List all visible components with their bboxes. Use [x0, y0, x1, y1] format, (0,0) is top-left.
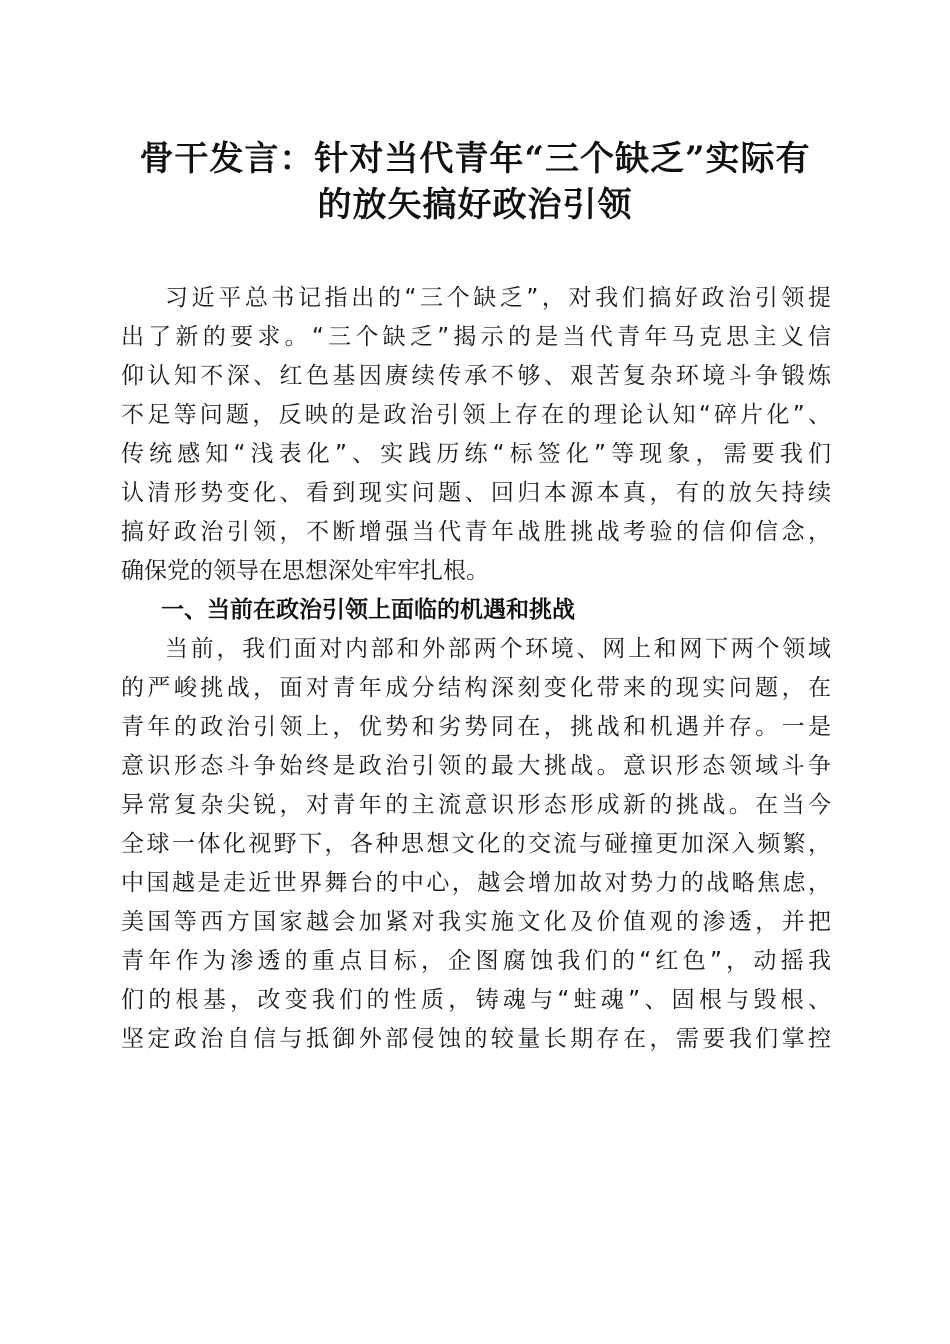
text-line: 传统感知“浅表化”、实践历练“标签化”等现象，需要我们: [121, 441, 831, 467]
text-line: 们的根基，改变我们的性质，铸魂与“蛀魂”、固根与毁根、: [121, 987, 831, 1013]
text-line: 青年作为渗透的重点目标，企图腐蚀我们的“红色”，动摇我: [121, 948, 831, 974]
paragraph-section-1: [121, 630, 831, 1059]
text-line: 坚定政治自信与抵御外部侵蚀的较量长期存在，需要我们掌控: [121, 1026, 831, 1052]
text-line: 仰认知不深、红色基因赓续传承不够、艰苦复杂环境斗争锻炼: [121, 363, 831, 389]
document-title: [100, 136, 850, 228]
text-line: 的严峻挑战，面对青年成分结构深刻变化带来的现实问题，在: [121, 675, 831, 701]
text-line: 异常复杂尖锐，对青年的主流意识形态形成新的挑战。在当今: [121, 792, 831, 818]
text-line: 全球一体化视野下，各种思想文化的交流与碰撞更加深入频繁，: [121, 831, 831, 857]
text-line: 认清形势变化、看到现实问题、回归本源本真，有的放矢持续: [121, 480, 831, 506]
title-line: 骨干发言：针对当代青年“三个缺乏”实际有: [139, 139, 811, 179]
text-line: 青年的政治引领上，优势和劣势同在，挑战和机遇并存。一是: [121, 714, 831, 740]
text-line: 美国等西方国家越会加紧对我实施文化及价值观的渗透，并把: [121, 909, 831, 935]
text-line: 当前，我们面对内部和外部两个环境、网上和网下两个领域: [165, 636, 831, 662]
text-line: 出了新的要求。“三个缺乏”揭示的是当代青年马克思主义信: [121, 324, 831, 350]
text-line: 习近平总书记指出的“三个缺乏”，对我们搞好政治引领提: [165, 285, 831, 311]
title-line: 的放矢搞好政治引领: [317, 185, 633, 225]
text-line: 意识形态斗争始终是政治引领的最大挑战。意识形态领域斗争: [121, 753, 831, 779]
text-line: 确保党的领导在思想深处牢牢扎根。: [121, 558, 489, 584]
section-heading: 一、当前在政治引领上面临的机遇和挑战: [161, 597, 575, 623]
paragraph-intro: [121, 279, 831, 591]
text-line: 中国越是走近世界舞台的中心，越会增加故对势力的战略焦虑，: [121, 870, 831, 896]
text-line: 搞好政治引领，不断增强当代青年战胜挑战考验的信仰信念，: [121, 519, 831, 545]
document-body: [121, 279, 831, 1059]
text-line: 不足等问题，反映的是政治引领上存在的理论认知“碎片化”、: [121, 402, 831, 428]
